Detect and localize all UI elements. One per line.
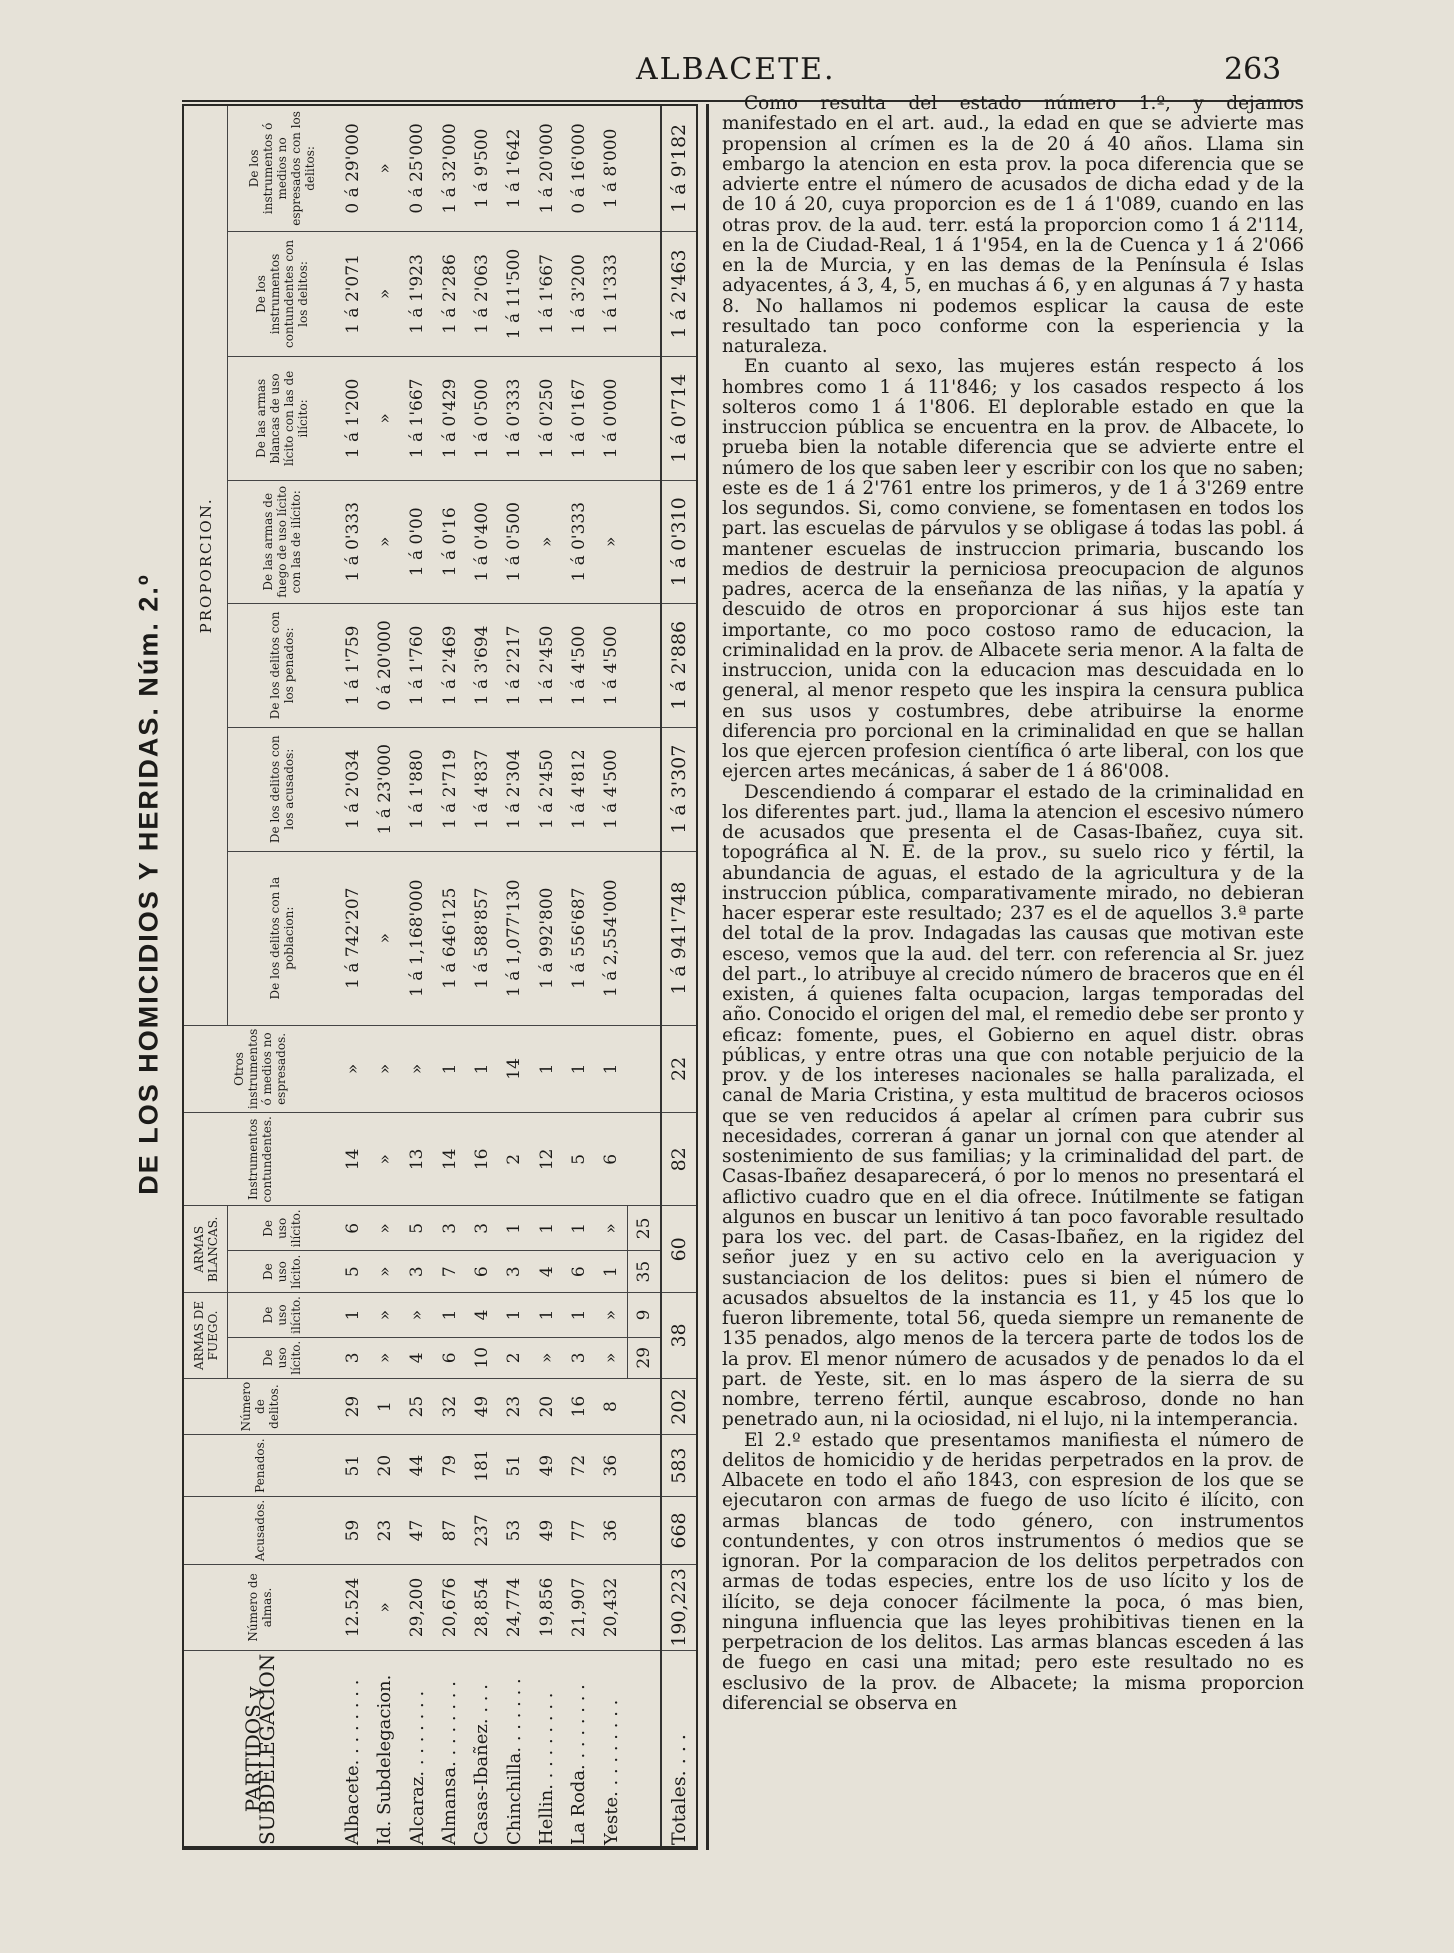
cell-p-otros: 0 á 29'000 xyxy=(336,106,368,231)
cell-p-penados: 1 á 4'500 xyxy=(563,604,595,728)
cell-p-blancas: 1 á 0'000 xyxy=(595,357,627,480)
cell-acusados: 53 xyxy=(498,1496,530,1564)
cell-p-acusados: 1 á 1'880 xyxy=(401,727,433,851)
cell-acusados: 237 xyxy=(466,1496,498,1564)
cell-p-penados: 1 á 2'450 xyxy=(530,604,562,728)
table-body xyxy=(336,106,627,1848)
cell-af-ilicito: 1 xyxy=(336,1293,368,1338)
cell-ab-ilicito: 1 xyxy=(563,1206,595,1251)
header-af-ilicito: De uso ilícito. xyxy=(228,1293,337,1338)
header-af-licito: De uso lícito. xyxy=(228,1337,337,1378)
cell-delitos: 8 xyxy=(595,1378,627,1435)
totals-row xyxy=(661,106,696,1848)
cell-ab-ilicito: 1 xyxy=(498,1206,530,1251)
cell-partido: Chinchilla. . . . . . . xyxy=(503,1678,525,1845)
cell-otros: 1 xyxy=(530,1025,562,1112)
cell-penados: 79 xyxy=(433,1435,465,1496)
cell-otros: » xyxy=(369,1025,401,1112)
cell-p-poblacion: 1 á 992'800 xyxy=(530,851,562,1025)
cell-p-poblacion: 1 á 1,168'000 xyxy=(401,851,433,1025)
cell-p-otros: » xyxy=(369,106,401,231)
cell-ab-ilicito: 1 xyxy=(530,1206,562,1251)
table-row xyxy=(433,106,465,1848)
cell-acusados: 77 xyxy=(563,1496,595,1564)
cell-otros: 1 xyxy=(433,1025,465,1112)
cell-delitos: 25 xyxy=(401,1378,433,1435)
cell-p-contundentes: 1 á 1'923 xyxy=(401,231,433,356)
cell-p-otros: 1 á 1'642 xyxy=(498,106,530,231)
cell-acusados: 87 xyxy=(433,1496,465,1564)
statistics-table-frame xyxy=(182,104,698,1850)
cell-penados: 20 xyxy=(369,1435,401,1496)
cell-delitos: 29 xyxy=(336,1378,368,1435)
cell-af-licito: 2 xyxy=(498,1337,530,1378)
table-row xyxy=(336,106,368,1848)
cell-p-acusados: 1 á 4'812 xyxy=(563,727,595,851)
cell-ab-ilicito: 5 xyxy=(401,1206,433,1251)
cell-ab-licito: 6 xyxy=(466,1251,498,1293)
cell-ab-licito: 7 xyxy=(433,1251,465,1293)
cell-ab-ilicito: » xyxy=(369,1206,401,1251)
totals-p-contundentes: 1 á 2'463 xyxy=(661,231,696,356)
cell-almas: 29,200 xyxy=(401,1565,433,1651)
totals-delitos: 202 xyxy=(661,1378,696,1435)
cell-af-ilicito: 4 xyxy=(466,1293,498,1338)
cell-partido: Yeste. . . . . . . . . xyxy=(600,1699,622,1845)
cell-af-ilicito: 1 xyxy=(433,1293,465,1338)
cell-p-contundentes: 1 á 2'071 xyxy=(336,231,368,356)
cell-af-licito: » xyxy=(595,1337,627,1378)
header-proporcion: PROPORCION. xyxy=(184,106,228,1025)
cell-p-fuego: 1 á 0'00 xyxy=(401,480,433,603)
totals-p-otros: 1 á 9'182 xyxy=(661,106,696,231)
cell-af-licito: 6 xyxy=(433,1337,465,1378)
cell-p-otros: 0 á 16'000 xyxy=(563,106,595,231)
cell-af-licito: 3 xyxy=(336,1337,368,1378)
table-row xyxy=(498,106,530,1848)
cell-af-ilicito: » xyxy=(595,1293,627,1338)
cell-partido: Id. Subdelegacion. xyxy=(374,1674,396,1845)
cell-p-contundentes: 1 á 2'063 xyxy=(466,231,498,356)
cell-p-poblacion: 1 á 742'207 xyxy=(336,851,368,1025)
table-row xyxy=(466,106,498,1848)
header-num-delitos: Número de delitos. xyxy=(184,1378,336,1435)
rotated-table-wrapper xyxy=(184,106,696,1848)
cell-p-poblacion: 1 á 646'125 xyxy=(433,851,465,1025)
column-rule xyxy=(706,104,709,1850)
cell-af-licito: » xyxy=(530,1337,562,1378)
totals-label: Totales. . . . xyxy=(661,1650,696,1848)
cell-delitos: 49 xyxy=(466,1378,498,1435)
header-armas-blancas: ARMAS BLANCAS. xyxy=(184,1206,228,1293)
cell-acusados: 23 xyxy=(369,1496,401,1564)
cell-p-penados: 1 á 2'469 xyxy=(433,604,465,728)
cell-p-fuego: 1 á 0'333 xyxy=(563,480,595,603)
cell-p-blancas: 1 á 0'429 xyxy=(433,357,465,480)
cell-p-fuego: 1 á 0'500 xyxy=(498,480,530,603)
totals-acusados: 668 xyxy=(661,1496,696,1564)
cell-delitos: 23 xyxy=(498,1378,530,1435)
cell-ab-licito: » xyxy=(369,1251,401,1293)
cell-acusados: 47 xyxy=(401,1496,433,1564)
cell-otros: 1 xyxy=(595,1025,627,1112)
body-paragraph: En cuanto al sexo, las mujeres están respecto á los hombres como 1 á 11'846; y los casados respecto á los solteros como 1 á 1'806. El deplorable estado en que la instruccion pública se encuentra en la prov. de Albacete, lo prueba bien la notable diferencia que se advierte entre el número de los que saben leer y escribir con los que no saben; este es de 1 á 2'761 entre los primeros, y de 1 á 3'269 entre los segundos. Si, como conviene, se fomentasen en todos los part. las escuelas de párvulos y se obligase á todas las pobl. á mantener escuelas de instruccion primaria, buscando los medios de destruir la perniciosa preocupacion de algunos padres, acerca de la enseñanza de las niñas, y la apatía y descuido de otros en proporcionar á sus hijos este tan importante, co mo poco costoso ramo de educacion, la criminalidad en la prov. de Albacete seria menor. A la falta de instruccion, unida con la educacion mas descuidada en lo general, al menor respeto que les inspira la censura publica en sus usos y costumbres, debe atribuirse la enorme diferencia pro porcional en la criminalidad en que se hallan los que ejercen profesion científica ó arte liberal, con los que ejercen artes mecánicas, á saber de 1 á 86'008. xyxy=(722,356,1304,783)
header-otros: Otros instrumentos ó medios no espresados. xyxy=(184,1025,336,1112)
table-row xyxy=(563,106,595,1848)
cell-af-ilicito: » xyxy=(369,1293,401,1338)
totals-penados: 583 xyxy=(661,1435,696,1496)
cell-p-fuego: 1 á 0'400 xyxy=(466,480,498,603)
cell-p-acusados: 1 á 2'304 xyxy=(498,727,530,851)
cell-contundentes: 12 xyxy=(530,1113,562,1206)
header-armas-fuego: ARMAS DE FUEGO. xyxy=(184,1293,228,1379)
cell-af-ilicito: 1 xyxy=(530,1293,562,1338)
cell-p-contundentes: 1 á 2'286 xyxy=(433,231,465,356)
running-header: ALBACETE. xyxy=(636,52,836,87)
cell-p-poblacion: 1 á 556'687 xyxy=(563,851,595,1025)
cell-otros: 14 xyxy=(498,1025,530,1112)
cell-p-otros: 1 á 20'000 xyxy=(530,106,562,231)
table-row xyxy=(595,106,627,1848)
table-row xyxy=(369,106,401,1848)
statistics-table xyxy=(184,106,696,1848)
cell-af-ilicito: » xyxy=(401,1293,433,1338)
cell-p-fuego: » xyxy=(530,480,562,603)
subtotal-row xyxy=(627,106,660,1848)
cell-delitos: 1 xyxy=(369,1378,401,1435)
cell-almas: 20,676 xyxy=(433,1565,465,1651)
cell-p-blancas: 1 á 0'333 xyxy=(498,357,530,480)
cell-partido: Almansa. . . . . . . . xyxy=(439,1681,461,1845)
cell-almas: » xyxy=(369,1565,401,1651)
cell-p-fuego: 1 á 0'333 xyxy=(336,480,368,603)
header-p-acusados: De los delitos con los acusados: xyxy=(228,727,337,851)
header-row-1 xyxy=(184,106,228,1848)
cell-almas: 21,907 xyxy=(563,1565,595,1651)
header-p-penados: De los delitos con los penados: xyxy=(228,604,337,728)
cell-p-contundentes: 1 á 3'200 xyxy=(563,231,595,356)
cell-otros: » xyxy=(401,1025,433,1112)
cell-penados: 72 xyxy=(563,1435,595,1496)
cell-ab-ilicito: » xyxy=(595,1206,627,1251)
cell-ab-ilicito: 3 xyxy=(466,1206,498,1251)
cell-partido: Casas-Ibañez. . . . xyxy=(471,1684,493,1845)
cell-contundentes: 2 xyxy=(498,1113,530,1206)
subtotal-ab-ilicito: 25 xyxy=(627,1206,660,1251)
totals-p-fuego: 1 á 0'310 xyxy=(661,480,696,603)
table-side-title xyxy=(124,384,174,1384)
cell-delitos: 32 xyxy=(433,1378,465,1435)
totals-almas: 190,223 xyxy=(661,1565,696,1651)
cell-p-contundentes: 1 á 1'667 xyxy=(530,231,562,356)
cell-acusados: 59 xyxy=(336,1496,368,1564)
body-text-column xyxy=(722,94,1304,1714)
body-paragraph: El 2.º estado que presentamos manifiesta el número de delitos de homicidio y de heridas perpetrados en la prov. de Albacete en todo el año 1843, con espresion de los que se ejecutaron con armas de fuego de uso lícito é ilícito, con armas blancas de todo género, con instrumentos contundentes, y con otros instrumentos ó medios que se ignoran. Por la comparacion de los delitos perpetrados con armas de todas especies, entre los de uso lícito y los de ilícito, se deja conocer fácilmente la poca, ó mas bien, ninguna influencia que las leyes prohibitivas tienen en la perpetracion de los delitos. Las armas blancas esceden á las de fuego en casi una mitad; pero este resultado no es esclusivo de la prov. de Albacete; la misma proporcion diferencial se observa en xyxy=(722,1429,1304,1714)
cell-partido: Alcaraz. . . . . . . . xyxy=(406,1690,428,1845)
cell-contundentes: » xyxy=(369,1113,401,1206)
cell-p-contundentes: 1 á 11'500 xyxy=(498,231,530,356)
cell-p-blancas: 1 á 1'200 xyxy=(336,357,368,480)
cell-almas: 20,432 xyxy=(595,1565,627,1651)
cell-p-acusados: 1 á 2'450 xyxy=(530,727,562,851)
header-partidos: PARTIDOS y SUBDELEGACION xyxy=(241,1653,280,1845)
header-p-otros: De los instrumentos ó medios no espresados con los delitos: xyxy=(228,106,337,231)
cell-p-fuego: » xyxy=(595,480,627,603)
cell-partido: Albacete. . . . . . . . xyxy=(342,1679,364,1845)
header-p-poblacion: De los delitos con la poblacion: xyxy=(228,851,337,1025)
body-paragraph: Descendiendo á comparar el estado de la criminalidad en los diferentes part. jud., llama la atencion el escesivo número de acusados que presenta el de Casas-Ibañez, cuya sit. topográfica al N. E. de la prov., su suelo rico y fértil, la abundancia de aguas, el estado de la agricultura y de la instruccion pública, comparativamente mirado, no debieran hacer esperar este resultado; 237 es el de aquellos 3.ª parte del total de la prov. Indagadas las causas que motivan este esceso, vemos que la aud. del terr. con referencia al Sr. juez del part., lo atribuye al crecido número de braceros que en él existen, á quienes falta ocupacion, largas temporadas del año. Conocido el origen del mal, el remedio debe ser pronto y eficaz: fomente, pues, el Gobierno en aquel distr. obras públicas, y entre otras una que con notable perjuicio de la prov. y de los intereses nacionales se halla paralizada, el canal de Maria Cristina, y esta multitud de braceros ociosos que se ven reducidos á apelar al crímen para cubrir sus necesidades, correran á ganar un jornal con que atender al sostenimiento de sus familias; y la criminalidad del part. de Casas-Ibañez desaparecerá, ó por lo menos no presentará el aflictivo cuadro que en el dia ofrece. Inútilmente se fatigan algunos en buscar un lenitivo á tan poco favorable resultado para los vec. del part. de Casas-Ibañez, en la rigidez del señor juez y en su activo celo en la averiguacion y sustanciacion de los delitos: pues si bien el número de acusados absueltos de la instancia es 11, y 45 los que lo fueron libremente, total 56, queda siempre un remanente de 135 penados, algo menos de la tercera parte de todos los de la prov. El menor número de acusados y de penados lo da el part. de Yeste, sit. en lo mas áspero de la sierra de su nombre, terreno fértil, aunque escabroso, donde no han penetrado aun, ni la ociosidad, ni el lujo, ni la intemperancia. xyxy=(722,781,1304,1431)
cell-p-fuego: » xyxy=(369,480,401,603)
cell-p-penados: 1 á 2'217 xyxy=(498,604,530,728)
cell-p-poblacion: 1 á 588'857 xyxy=(466,851,498,1025)
cell-ab-licito: 3 xyxy=(498,1251,530,1293)
cell-almas: 12.524 xyxy=(336,1565,368,1651)
header-penados: Penados. xyxy=(184,1435,336,1496)
cell-contundentes: 5 xyxy=(563,1113,595,1206)
cell-p-acusados: 1 á 4'837 xyxy=(466,727,498,851)
cell-acusados: 49 xyxy=(530,1496,562,1564)
cell-penados: 44 xyxy=(401,1435,433,1496)
cell-contundentes: 14 xyxy=(336,1113,368,1206)
cell-contundentes: 6 xyxy=(595,1113,627,1206)
header-p-blancas: De las armas blancas de uso lícito con las de ilícito: xyxy=(228,357,337,480)
table-row xyxy=(401,106,433,1848)
cell-af-licito: 10 xyxy=(466,1337,498,1378)
cell-p-penados: 1 á 3'694 xyxy=(466,604,498,728)
cell-af-licito: 3 xyxy=(563,1337,595,1378)
totals-armas-fuego: 38 xyxy=(661,1293,696,1379)
cell-p-blancas: 1 á 1'667 xyxy=(401,357,433,480)
header-p-contundentes: De los instrumentos contundentes con los delitos: xyxy=(228,231,337,356)
cell-partido: La Roda. . . . . . . . xyxy=(568,1684,590,1845)
header-ab-licito: De uso lícito. xyxy=(228,1251,337,1293)
cell-af-ilicito: 1 xyxy=(498,1293,530,1338)
cell-acusados: 36 xyxy=(595,1496,627,1564)
page-number: 263 xyxy=(1224,52,1282,87)
cell-ab-licito: 6 xyxy=(563,1251,595,1293)
cell-almas: 28,854 xyxy=(466,1565,498,1651)
cell-otros: 1 xyxy=(466,1025,498,1112)
totals-p-blancas: 1 á 0'714 xyxy=(661,357,696,480)
cell-ab-licito: 1 xyxy=(595,1251,627,1293)
cell-ab-licito: 3 xyxy=(401,1251,433,1293)
cell-ab-licito: 5 xyxy=(336,1251,368,1293)
cell-p-blancas: 1 á 0'250 xyxy=(530,357,562,480)
cell-p-poblacion: » xyxy=(369,851,401,1025)
cell-otros: » xyxy=(336,1025,368,1112)
cell-otros: 1 xyxy=(563,1025,595,1112)
cell-p-otros: 1 á 8'000 xyxy=(595,106,627,231)
cell-p-blancas: 1 á 0'500 xyxy=(466,357,498,480)
cell-p-otros: 0 á 25'000 xyxy=(401,106,433,231)
totals-p-poblacion: 1 á 941'748 xyxy=(661,851,696,1025)
cell-contundentes: 13 xyxy=(401,1113,433,1206)
totals-p-penados: 1 á 2'886 xyxy=(661,604,696,728)
table-row xyxy=(530,106,562,1848)
cell-p-penados: 1 á 4'500 xyxy=(595,604,627,728)
cell-p-acusados: 1 á 2'034 xyxy=(336,727,368,851)
cell-p-acusados: 1 á 2'719 xyxy=(433,727,465,851)
cell-delitos: 16 xyxy=(563,1378,595,1435)
cell-af-licito: 4 xyxy=(401,1337,433,1378)
cell-penados: 49 xyxy=(530,1435,562,1496)
cell-p-blancas: » xyxy=(369,357,401,480)
cell-penados: 181 xyxy=(466,1435,498,1496)
table-title: DE LOS HOMICIDIOS Y HERIDAS. Núm. 2.º xyxy=(133,573,164,1195)
totals-p-acusados: 1 á 3'307 xyxy=(661,727,696,851)
totals-contundentes: 82 xyxy=(661,1113,696,1206)
cell-contundentes: 14 xyxy=(433,1113,465,1206)
header-almas: Número de almas. xyxy=(184,1565,336,1651)
cell-p-fuego: 1 á 0'16 xyxy=(433,480,465,603)
cell-p-contundentes: 1 á 1'333 xyxy=(595,231,627,356)
cell-p-poblacion: 1 á 2,554'000 xyxy=(595,851,627,1025)
header-p-fuego: De las armas de fuego de uso lícito con las de ilícito: xyxy=(228,480,337,603)
totals-otros: 22 xyxy=(661,1025,696,1112)
cell-p-penados: 1 á 1'759 xyxy=(336,604,368,728)
cell-penados: 36 xyxy=(595,1435,627,1496)
body-paragraph: Como resulta del estado número 1.º, y dejamos manifestado en el art. aud., la edad en que se advierte mas propension al crímen es la de 20 á 40 años. Llama sin embargo la atencion en esta prov. la poca diferencia que se advierte entre el número de acusados de dicha edad y de la de 10 á 20, cuya proporcion es de 1 á 1'089, cuando en las otras prov. de la aud. terr. está la proporcion como 1 á 2'114, en la de Ciudad-Real, 1 á 1'954, en la de Cuenca y 1 á 2'066 en la de Murcia, y en las demas de la Península é Islas adyacentes, á 3, 4, 5, en muchas á 6, y en algunas á 7 y hasta 8. No hallamos ni podemos esplicar la causa de este resultado tan poco conforme con la esperiencia y la naturaleza. xyxy=(722,93,1304,357)
cell-p-poblacion: 1 á 1,077'130 xyxy=(498,851,530,1025)
cell-almas: 24,774 xyxy=(498,1565,530,1651)
cell-delitos: 20 xyxy=(530,1378,562,1435)
cell-p-acusados: 1 á 23'000 xyxy=(369,727,401,851)
cell-ab-licito: 4 xyxy=(530,1251,562,1293)
cell-contundentes: 16 xyxy=(466,1113,498,1206)
cell-p-acusados: 1 á 4'500 xyxy=(595,727,627,851)
cell-p-blancas: 1 á 0'167 xyxy=(563,357,595,480)
cell-af-licito: » xyxy=(369,1337,401,1378)
cell-p-otros: 1 á 9'500 xyxy=(466,106,498,231)
header-ab-ilicito: De uso ilícito. xyxy=(228,1206,337,1251)
cell-af-ilicito: 1 xyxy=(563,1293,595,1338)
cell-penados: 51 xyxy=(498,1435,530,1496)
subtotal-af-ilicito: 9 xyxy=(627,1293,660,1338)
subtotal-af-licito: 29 xyxy=(627,1337,660,1378)
cell-partido: Hellin. . . . . . . . . xyxy=(536,1692,558,1845)
cell-p-contundentes: » xyxy=(369,231,401,356)
cell-almas: 19,856 xyxy=(530,1565,562,1651)
cell-p-penados: 0 á 20'000 xyxy=(369,604,401,728)
header-acusados: Acusados. xyxy=(184,1496,336,1564)
bottom-rule xyxy=(182,1846,698,1848)
header-contundentes: Instrumentos contundentes. xyxy=(184,1113,336,1206)
cell-p-otros: 1 á 32'000 xyxy=(433,106,465,231)
cell-p-penados: 1 á 1'760 xyxy=(401,604,433,728)
cell-ab-ilicito: 6 xyxy=(336,1206,368,1251)
totals-armas-blancas: 60 xyxy=(661,1206,696,1293)
cell-ab-ilicito: 3 xyxy=(433,1206,465,1251)
cell-penados: 51 xyxy=(336,1435,368,1496)
subtotal-ab-licito: 35 xyxy=(627,1251,660,1293)
